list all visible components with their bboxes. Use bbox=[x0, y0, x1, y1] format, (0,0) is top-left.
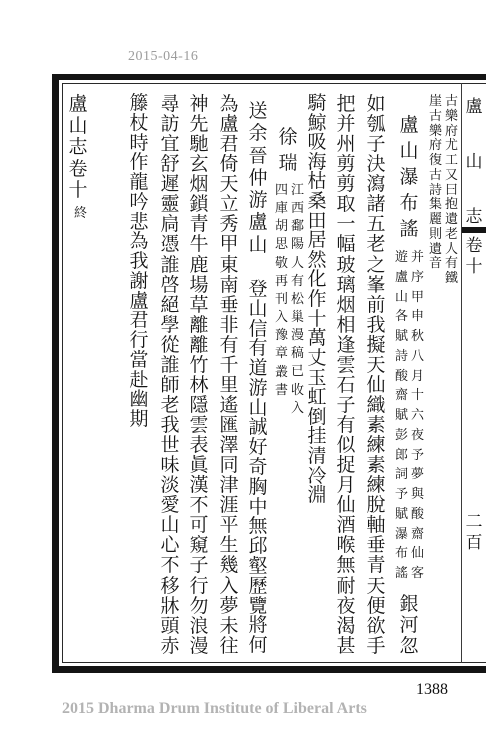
poem-column: 神 先 馳 玄 烟 鎖 青 牛 鹿 場 草 離 離 竹 林 隱 雲 表 眞 漢 不 可 窺 子 行 勿 浪 漫 bbox=[189, 93, 209, 657]
margin-juan-number: 卷 十 bbox=[465, 236, 483, 277]
annotation-continuation-left: 崖 古 樂 府 復 古 詩 集 麗 則 遺 音 bbox=[428, 94, 442, 272]
poem-column: 騎 鯨 吸 海 枯 桑 田 居 然 化 作 十 萬 丈 玉 虹 倒 挂 清 冷 淵 bbox=[307, 92, 327, 507]
page-number: 1388 bbox=[416, 681, 448, 698]
poem-column: 尋 訪 宜 舒 遲 靈 扃 憑 誰 啓 絕 學 從 誰 師 老 我 世 味 淡 愛 山 心 不 移 牀 頭 赤 bbox=[160, 93, 180, 657]
poem-column: 登 山 信 有 道 游 山 誠 好 奇 胸 中 無 邱 壑 歷 覽 將 何 bbox=[248, 278, 268, 657]
author-note-left: 四 庫 胡 思 敬 再 刊 入 豫 章 叢 書 bbox=[274, 183, 288, 398]
poem-title: 送 余 晉 仲 游 盧 山 bbox=[248, 100, 268, 256]
end-mark: 終 bbox=[73, 206, 87, 221]
book-margin-strip bbox=[462, 0, 486, 737]
poem-column: 為 盧 君 倚 天 立 秀 甲 東 南 垂 非 有 千 里 遙 匯 澤 同 津 涯 平 生 幾 入 夢 未 往 bbox=[219, 93, 239, 657]
footer-credit: 2015 Dharma Drum Institute of Liberal Arts bbox=[62, 700, 367, 717]
poem-column: 如 瓠 子 決 瀉 諸 五 老 之 峯 前 我 擬 天 仙 織 素 練 素 練 脫 軸 垂 青 天 便 欲 手 bbox=[366, 93, 386, 657]
poem-column: 銀 河 忽 bbox=[399, 593, 419, 657]
author-name: 徐 瑞 bbox=[278, 126, 298, 174]
author-note-right: 江 西 鄱 陽 人 有 松 巢 漫 稿 已 收 入 bbox=[290, 183, 304, 416]
poem-title: 盧 山 瀑 布 謠 bbox=[399, 114, 419, 240]
preface-note-left: 遊 盧 山 各 賦 詩 酸 齋 賦 彭 郎 詞 予 賦 瀑 布 謠 bbox=[394, 250, 408, 581]
juan-end-title: 盧 山 志 卷 十 bbox=[68, 93, 88, 202]
annotation-continuation-right: 古 樂 府 尤 工 又 曰 抱 遺 老 人 有 鐵 bbox=[444, 94, 458, 287]
watermark-date: 2015-04-16 bbox=[128, 49, 199, 64]
margin-leaf-number: 二 百 bbox=[465, 512, 483, 553]
preface-note-right: 并 序 甲 申 秋 八 月 十 六 夜 予 夢 與 酸 齋 仙 客 bbox=[410, 250, 424, 581]
poem-column: 籐 杖 時 作 龍 吟 悲 為 我 謝 盧 君 行 當 赴 幽 期 bbox=[129, 92, 149, 430]
fish-tail-mark bbox=[462, 227, 486, 233]
poem-column: 把 并 州 剪 剪 取 一 幅 玻 璃 烟 相 逢 雲 石 子 有 似 捉 月 仙 酒 喉 無 耐 夜 渴 甚 bbox=[336, 93, 356, 657]
margin-book-title: 盧 山 志 bbox=[465, 97, 483, 227]
